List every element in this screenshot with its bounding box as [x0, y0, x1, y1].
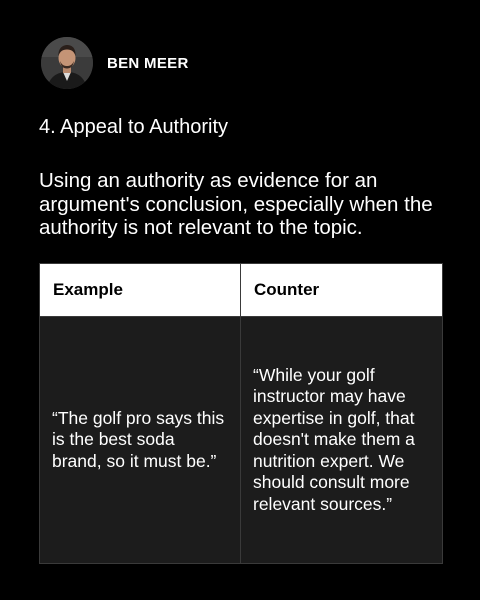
author-block — [41, 37, 189, 89]
counter-cell: “While your golf instructor may have expertise in golf, that doesn't make them a nutrition expert. We should consult more relevant sources.” — [241, 317, 443, 564]
table-row — [40, 317, 443, 564]
example-cell: “The golf pro says this is the best soda brand, so it must be.” — [40, 317, 241, 564]
header-counter: Counter — [241, 264, 443, 317]
comparison-table — [39, 263, 443, 564]
section-heading: 4. Appeal to Authority — [39, 116, 229, 138]
person-portrait-icon — [41, 37, 93, 89]
avatar — [41, 37, 93, 89]
author-name: BEN MEER — [107, 54, 189, 72]
table-header-row — [40, 264, 443, 317]
header-example: Example — [40, 264, 241, 317]
definition-text: Using an authority as evidence for an argument's conclusion, especially when the authority is not relevant to the topic. — [39, 169, 433, 239]
